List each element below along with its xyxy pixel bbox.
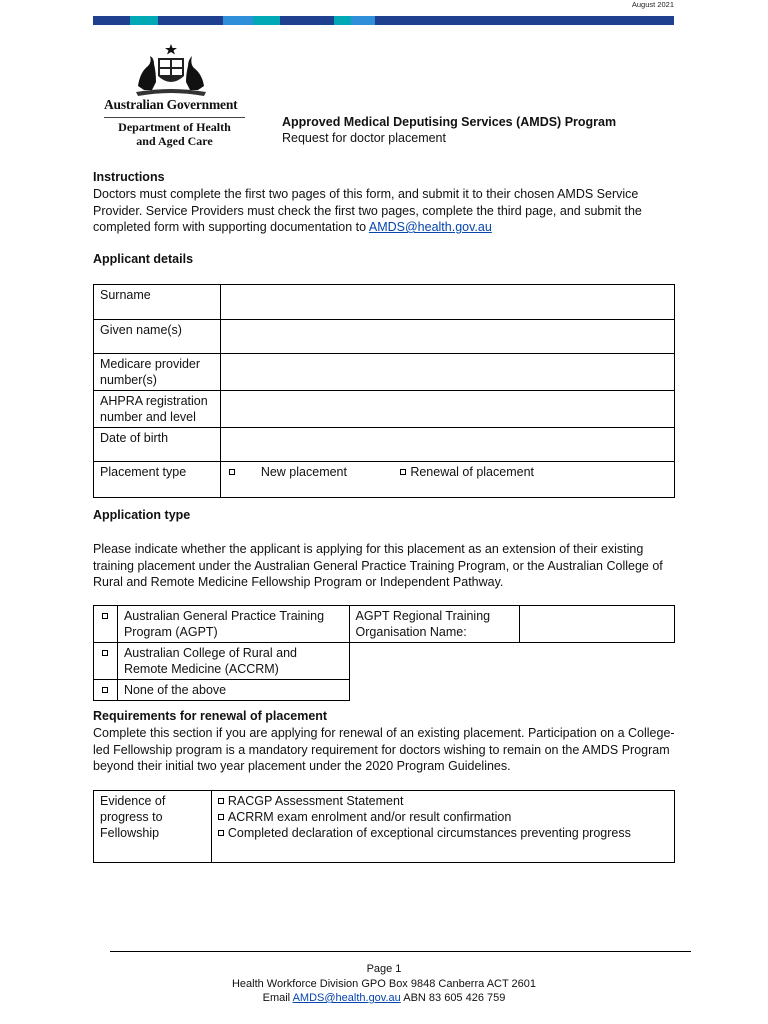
government-name: Australian Government [104, 97, 238, 112]
renewal-requirements-heading: Requirements for renewal of placement [93, 709, 328, 723]
surname-label: Surname [94, 285, 221, 320]
new-placement-checkbox[interactable] [229, 469, 235, 475]
new-placement-option[interactable] [227, 464, 397, 480]
evidence-option-declaration[interactable] [218, 825, 668, 841]
program-title: Approved Medical Deputising Services (AMDS) Program [282, 115, 617, 129]
stripe-segment [223, 16, 253, 25]
footer-abn: ABN 83 605 426 759 [403, 992, 506, 1004]
document-date: August 2021 [631, 0, 674, 9]
none-checkbox[interactable] [102, 687, 108, 693]
accrm-checkbox[interactable] [102, 650, 108, 656]
none-checkbox-cell[interactable] [94, 680, 118, 701]
department-line-2: and Aged Care [136, 133, 213, 148]
footer-page-number: Page 1 [366, 963, 402, 975]
footer-divider [110, 951, 691, 952]
instructions-body: Doctors must complete the first two pages of this form, and submit it to their chosen AMDS Service Provider. Service Providers must check the first two pages, complete the third page, and submit the completed form with supporting documentation to [93, 187, 642, 234]
date-of-birth-field[interactable] [220, 428, 674, 462]
department-line-1: Department of Health [118, 120, 231, 134]
stripe-segment [312, 16, 334, 25]
footer-contact [0, 992, 768, 1004]
coat-of-arms-logo [130, 42, 212, 98]
agpt-checkbox-cell[interactable] [94, 606, 118, 643]
renewal-requirements-text: Complete this section if you are applying for renewal of an existing placement. Participation on a College-led Fellowship program is a mandatory requirement for doctors wishing to remain on the AMDS Program beyond their initial two year placement under the 2020 Program Guidelines. [93, 726, 675, 773]
evidence-label: Evidence of progress to Fellowship [94, 791, 212, 863]
stripe-segment [351, 16, 375, 25]
stripe-segment [280, 16, 312, 25]
given-names-field[interactable] [220, 320, 674, 354]
stripe-segment [603, 16, 674, 25]
application-type-heading: Application type [93, 508, 191, 522]
instructions-email-link[interactable]: AMDS@health.gov.au [368, 220, 492, 234]
given-names-label: Given name(s) [94, 320, 221, 354]
accrm-checkbox-cell[interactable] [94, 643, 118, 680]
agpt-checkbox[interactable] [102, 613, 108, 619]
empty-area-2 [349, 680, 674, 701]
instructions-heading: Instructions [93, 170, 165, 184]
footer-email-link[interactable]: AMDS@health.gov.au [292, 992, 401, 1004]
evidence-options [211, 791, 674, 863]
renewal-placement-label: Renewal of placement [410, 465, 534, 479]
accrm-option-label: Australian College of Rural and Remote Medicine (ACCRM) [117, 643, 349, 680]
racgp-label: RACGP Assessment Statement [227, 794, 404, 808]
footer-address: Health Workforce Division GPO Box 9848 Canberra ACT 2601 [231, 978, 537, 990]
date-of-birth-label: Date of birth [94, 428, 221, 462]
program-subtitle: Request for doctor placement [282, 131, 446, 145]
evidence-option-acrrm[interactable] [218, 809, 668, 825]
renewal-placement-checkbox[interactable] [400, 469, 406, 475]
application-type-text: Please indicate whether the applicant is applying for this placement as an extension of their existing training placement under the Australian General Practice Training Program, or the Australian College of Rural and Remote Medicine Fellowship Program or Independent Pathway. [93, 542, 663, 589]
stripe-segment [489, 16, 603, 25]
stripe-segment [130, 16, 158, 25]
empty-area [349, 643, 674, 680]
rto-name-field[interactable] [520, 606, 675, 643]
stripe-segment [375, 16, 489, 25]
logo-divider [104, 117, 245, 118]
applicant-details-table [93, 284, 675, 498]
stripe-segment [334, 16, 351, 25]
surname-field[interactable] [220, 285, 674, 320]
stripe-segment [158, 16, 190, 25]
declaration-label: Completed declaration of exceptional circumstances preventing progress [227, 826, 631, 840]
application-type-table [93, 605, 675, 701]
evidence-option-racgp[interactable] [218, 793, 668, 809]
declaration-checkbox[interactable] [218, 830, 224, 836]
applicant-details-heading: Applicant details [93, 252, 194, 266]
stripe-segment [266, 16, 280, 25]
medicare-provider-label: Medicare provider number(s) [94, 354, 221, 391]
none-option-label: None of the above [117, 680, 349, 701]
racgp-checkbox[interactable] [218, 798, 224, 804]
department-name [104, 121, 245, 148]
new-placement-label: New placement [260, 465, 347, 479]
stripe-segment [253, 16, 266, 25]
stripe-segment [93, 16, 130, 25]
stripe-segment [190, 16, 223, 25]
medicare-provider-field[interactable] [220, 354, 674, 391]
renewal-evidence-table [93, 790, 675, 863]
rto-name-label: AGPT Regional Training Organisation Name: [349, 606, 520, 643]
acrrm-checkbox[interactable] [218, 814, 224, 820]
placement-type-options [220, 462, 674, 498]
placement-type-label: Placement type [94, 462, 221, 498]
ahpra-registration-label: AHPRA registration number and level [94, 391, 221, 428]
header-color-stripe [93, 16, 674, 25]
footer-email-prefix: Email [262, 992, 291, 1004]
acrrm-label: ACRRM exam enrolment and/or result confirmation [227, 810, 512, 824]
instructions-text [93, 186, 683, 236]
agpt-option-label: Australian General Practice Training Program (AGPT) [117, 606, 349, 643]
ahpra-registration-field[interactable] [220, 391, 674, 428]
renewal-placement-option[interactable] [400, 465, 534, 479]
